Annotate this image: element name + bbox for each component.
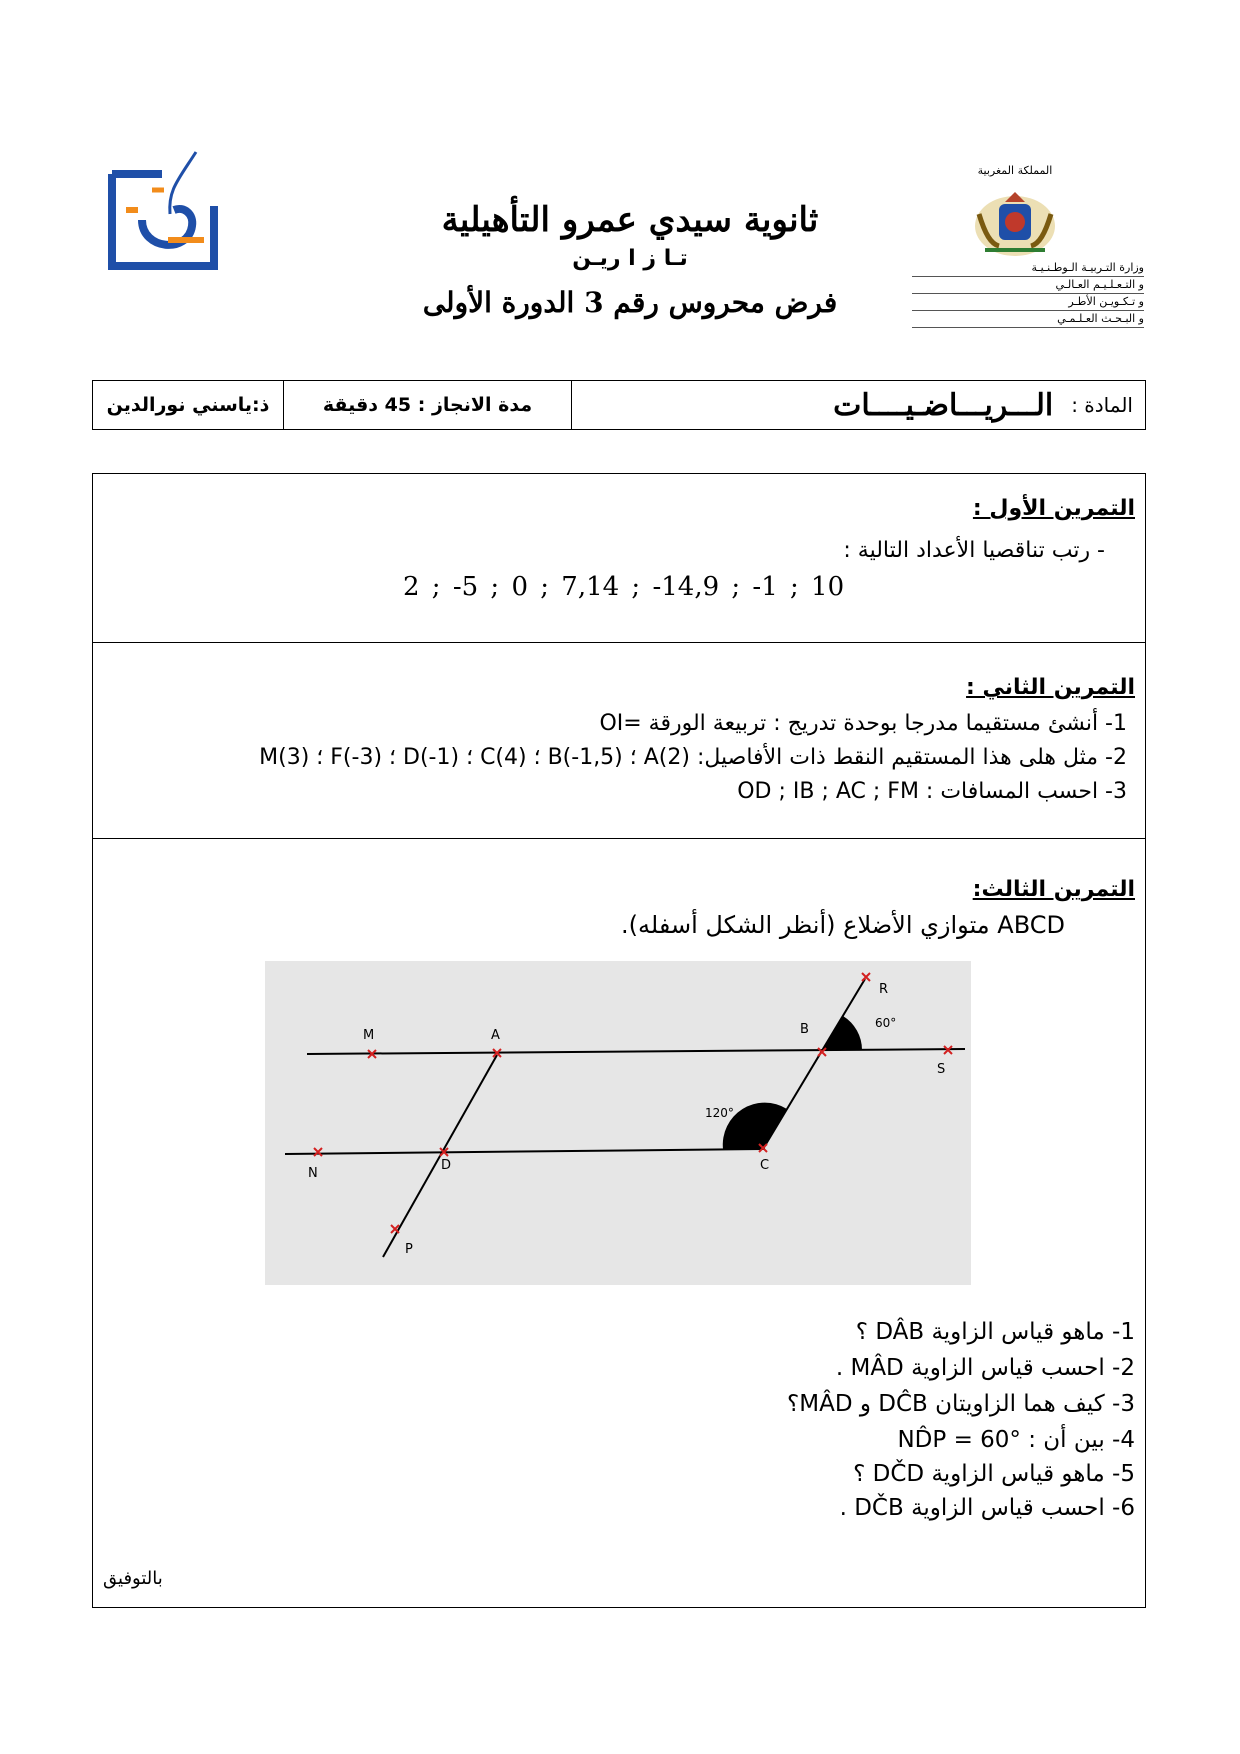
info-table [92, 380, 1146, 430]
exercise-2-title: التمرين الثاني : [966, 675, 1135, 700]
label-angle-b: 60° [875, 1016, 897, 1030]
label-b: B [800, 1022, 809, 1037]
school-logo-icon [108, 150, 218, 270]
exercise-2-q2: 2- مثل هلى هذا المستقيم النقط ذات الأفاصيل: A(2) ؛ B(-1,5) ؛ C(4) ؛ D(-1) ؛ F(-3) ؛ M(3) [259, 745, 1127, 770]
ministry-line: و البـحـث العـلـمـي [912, 311, 1144, 328]
school-logo [108, 150, 218, 274]
ministry-kingdom: المملكة المغربية [977, 164, 1053, 177]
figure-background [265, 961, 971, 1285]
subject-label: المادة : [1071, 393, 1133, 417]
exercise-2-q3: 3- احسب المسافات : OD ; IB ; AC ; FM [737, 779, 1127, 804]
exercise-3 [92, 838, 1146, 1608]
parallelogram-figure [265, 961, 971, 1285]
ministry-line: و تـكـويـن الأطـر [912, 294, 1144, 311]
ministry-lines [912, 260, 1144, 328]
exercise-3-q1: 1- ماهو قياس الزاوية DÂB ؟ [855, 1319, 1135, 1345]
exercise-3-title: التمرين الثالث: [972, 877, 1135, 902]
exercise-1-numbers: 2 ; -5 ; 0 ; 7,14 ; -14,9 ; -1 ; 10 [403, 572, 845, 602]
label-s: S [937, 1062, 946, 1077]
label-c: C [760, 1158, 770, 1173]
exercise-1-title: التمرين الأول : [972, 496, 1135, 521]
label-p: P [405, 1242, 413, 1257]
label-r: R [879, 982, 889, 997]
label-angle-c: 120° [705, 1106, 734, 1120]
label-d: D [441, 1158, 452, 1173]
teacher-cell: ذ:ياسني نورالدين [106, 394, 270, 416]
exercise-3-q5: 5- ماهو قياس الزاوية DČD ؟ [853, 1461, 1135, 1487]
exercise-3-q6: 6- احسب قياس الزاوية DČB . [839, 1495, 1135, 1521]
label-m: M [363, 1028, 375, 1043]
town-name: تـا ز ا ريـن [572, 246, 688, 271]
ministry-line: وزارة التـربيـة الـوطـنـيـة [912, 260, 1144, 277]
school-name: ثانوية سيدي عمرو التأهيلية [441, 200, 819, 240]
label-n: N [308, 1166, 318, 1181]
coat-of-arms-icon [965, 184, 1065, 260]
exam-title: فرض محروس رقم 3 الدورة الأولى [422, 286, 838, 319]
subject-name: الـــريـــاضـيــــات [833, 387, 1054, 423]
closing-note: بالتوفيق [103, 1568, 163, 1589]
ministry-line: و التـعـلـيـم العـالـي [912, 277, 1144, 294]
exercise-3-q4: 4- بين أن : ND̂P = 60° [897, 1427, 1135, 1453]
exercise-3-q3: 3- كيف هما الزاويتان DĈB و MÂD؟ [787, 1391, 1135, 1417]
exercise-3-statement: ABCD متوازي الأضلاع (أنظر الشكل أسفله). [621, 911, 1065, 939]
exercise-3-q2: 2- احسب قياس الزاوية MÂD . [835, 1355, 1135, 1381]
coat-of-arms [965, 184, 1065, 264]
duration-cell: مدة الانجاز : 45 دقيقة [283, 381, 571, 429]
exercise-1-instruction: - رتب تناقصيا الأعداد التالية : [843, 538, 1105, 563]
subject-cell [571, 381, 1145, 429]
exercise-1 [92, 473, 1146, 643]
label-a: A [491, 1028, 500, 1043]
exercise-2 [92, 642, 1146, 839]
exercise-2-q1: 1- أنشئ مستقيما مدرجا بوحدة تدريج : تربيعة الورقة =OI [599, 711, 1127, 736]
